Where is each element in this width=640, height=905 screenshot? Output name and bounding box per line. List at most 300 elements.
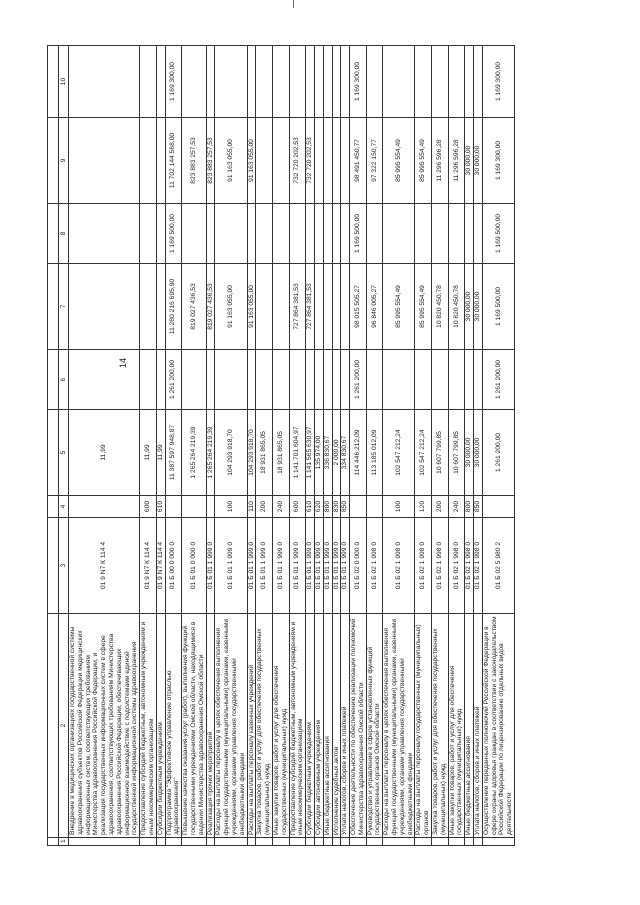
row-code: 01 Б 01 1 999 0 <box>215 518 247 614</box>
header-blank-cell <box>48 46 59 118</box>
row-first-cell <box>156 838 165 846</box>
header-blank-row <box>48 46 59 846</box>
row-first-cell <box>332 838 341 846</box>
row-amount-col7 <box>156 264 165 350</box>
row-amount-col10 <box>341 46 350 118</box>
row-expense-type: 120 <box>415 496 432 518</box>
row-amount-col7: 1 169 500,00 <box>482 264 514 350</box>
row-code: 01 Б 01 1 999 0 <box>341 518 350 614</box>
row-amount-col5: 334 830,67 <box>341 410 350 496</box>
row-amount-col9 <box>332 118 341 204</box>
row-amount-col5: 30 000,00 <box>474 410 483 496</box>
column-number: 9 <box>59 118 69 204</box>
row-amount-col8 <box>432 204 449 264</box>
row-amount-col9: 823 883 257,53 <box>206 118 215 204</box>
row-name: Расходы на выплаты персоналу государственных (муниципальных) органов <box>415 614 432 838</box>
row-amount-col8 <box>448 204 465 264</box>
row-amount-col8 <box>156 204 165 264</box>
row-expense-type <box>350 496 367 518</box>
row-amount-col10 <box>289 46 306 118</box>
table-row <box>350 46 367 846</box>
row-amount-col8 <box>415 204 432 264</box>
row-first-cell <box>140 838 157 846</box>
row-amount-col10 <box>383 46 415 118</box>
row-expense-type: 240 <box>272 496 289 518</box>
row-name: Осуществление переданных полномочий Российской Федерации в сфере охраны здоровья граждан в соответствии с законодательством Российской Федерации по лицензированию отдельных видов деятельности <box>482 614 514 838</box>
row-expense-type: 100 <box>215 496 247 518</box>
table-row <box>206 46 215 846</box>
row-amount-col8 <box>247 204 256 264</box>
row-code: 01 Б 01 1 999 0 <box>314 518 323 614</box>
row-expense-type <box>206 496 215 518</box>
table-row <box>415 46 432 846</box>
row-first-cell <box>448 838 465 846</box>
table-row <box>256 46 273 846</box>
row-amount-col7: 91 163 055,00 <box>215 264 247 350</box>
row-amount-col8 <box>206 204 215 264</box>
row-amount-col6: 1 261 200,00 <box>165 350 182 410</box>
row-amount-col8 <box>323 204 332 264</box>
row-amount-col8 <box>256 204 273 264</box>
row-code: 01 Б 01 0 000 0 <box>182 518 206 614</box>
row-expense-type: 200 <box>432 496 449 518</box>
row-amount-col7: 10 820 450,78 <box>432 264 449 350</box>
row-code: 01 Б 02 1 998 0 <box>366 518 383 614</box>
row-amount-col10 <box>247 46 256 118</box>
row-amount-col5: 1 265 264 219,39 <box>206 410 215 496</box>
row-amount-col10 <box>182 46 206 118</box>
header-blank-cell <box>48 518 59 614</box>
row-name: Повышение качества оказания услуг (работ), выполнения функций государственными учреждениями Омской области, находящимися в ведении Министерства здравоохранения Омской области <box>182 614 206 838</box>
row-amount-col6 <box>341 350 350 410</box>
table-row <box>482 46 514 846</box>
row-amount-col7 <box>69 264 140 350</box>
row-amount-col9: 823 883 257,53 <box>182 118 206 204</box>
row-amount-col10 <box>332 46 341 118</box>
row-first-cell <box>474 838 483 846</box>
row-amount-col9 <box>323 118 332 204</box>
header-blank-cell <box>48 264 59 350</box>
row-first-cell <box>256 838 273 846</box>
row-code: 01 9 N7 К 114 4 <box>140 518 157 614</box>
column-number: 6 <box>59 350 69 410</box>
row-name: Расходы на выплаты персоналу в целях обеспечения выполнения функций государственными (муниципальными) органами, казенными учреждениями, органами управления государственными внебюджетными фондами <box>383 614 415 838</box>
row-code: 01 Б 02 1 998 0 <box>474 518 483 614</box>
row-expense-type: 100 <box>383 496 415 518</box>
table-row <box>323 46 332 846</box>
row-expense-type <box>69 496 140 518</box>
row-first-cell <box>306 838 315 846</box>
row-amount-col10 <box>272 46 289 118</box>
row-first-cell <box>415 838 432 846</box>
row-amount-col8 <box>215 204 247 264</box>
row-amount-col5: 18 931 865,05 <box>272 410 289 496</box>
row-amount-col7: 11 280 216 695,90 <box>165 264 182 350</box>
row-amount-col10 <box>156 46 165 118</box>
header-blank-cell <box>48 838 59 846</box>
row-amount-col5: 336 830,67 <box>323 410 332 496</box>
row-first-cell <box>482 838 514 846</box>
row-name: Подпрограмма "Эффективное управление отраслью здравоохранения" <box>165 614 182 838</box>
row-amount-col6 <box>314 350 323 410</box>
row-amount-col5: 11,99 <box>156 410 165 496</box>
row-amount-col9 <box>69 118 140 204</box>
row-first-cell <box>165 838 182 846</box>
row-name: Уплата налогов, сборов и иных платежей <box>341 614 350 838</box>
row-amount-col8 <box>314 204 323 264</box>
row-amount-col7: 819 027 436,53 <box>182 264 206 350</box>
row-first-cell <box>465 838 474 846</box>
row-amount-col8 <box>341 204 350 264</box>
row-expense-type: 610 <box>156 496 165 518</box>
row-amount-col6 <box>256 350 273 410</box>
row-amount-col8 <box>69 204 140 264</box>
row-code: 01 Б 01 1 999 0 <box>206 518 215 614</box>
row-amount-col6 <box>306 350 315 410</box>
row-amount-col8: 1 169 500,00 <box>482 204 514 264</box>
column-number: 2 <box>59 614 69 838</box>
row-name: Исполнение судебных актов <box>332 614 341 838</box>
row-amount-col9: 91 163 055,00 <box>247 118 256 204</box>
row-code: 01 Б 01 1 999 0 <box>256 518 273 614</box>
header-blank-cell <box>48 350 59 410</box>
row-amount-col5: 1 141 701 604,97 <box>289 410 306 496</box>
row-amount-col9 <box>314 118 323 204</box>
row-amount-col10: 1 169 300,00 <box>165 46 182 118</box>
row-name: Субсидии бюджетным учреждениям <box>306 614 315 838</box>
row-expense-type <box>182 496 206 518</box>
row-amount-col7: 727 864 381,53 <box>289 264 306 350</box>
table-row <box>314 46 323 846</box>
row-code: 01 Б 02 1 998 0 <box>415 518 432 614</box>
row-code: 01 Б 00 0 000 0 <box>165 518 182 614</box>
row-amount-col7: 98 015 505,27 <box>350 264 367 350</box>
row-amount-col8 <box>465 204 474 264</box>
row-amount-col9 <box>272 118 289 204</box>
row-amount-col9: 732 720 202,53 <box>306 118 315 204</box>
row-amount-col7: 30 000,00 <box>474 264 483 350</box>
row-amount-col8: 1 169 500,00 <box>165 204 182 264</box>
row-amount-col8 <box>289 204 306 264</box>
row-amount-col5: 18 931 865,05 <box>256 410 273 496</box>
row-amount-col6 <box>383 350 415 410</box>
row-amount-col7 <box>323 264 332 350</box>
row-amount-col6 <box>448 350 465 410</box>
row-name: Иные бюджетные ассигнования <box>465 614 474 838</box>
row-amount-col7 <box>332 264 341 350</box>
row-amount-col6 <box>415 350 432 410</box>
row-amount-col5: 1 265 264 219,39 <box>182 410 206 496</box>
row-name: Обеспечение деятельности по обеспечению реализации полномочий Министерства здравоохранения Омской области <box>350 614 367 838</box>
column-number: 4 <box>59 496 69 518</box>
row-amount-col9: 732 720 202,53 <box>289 118 306 204</box>
column-number: 1 <box>59 838 69 846</box>
row-amount-col9: 85 995 554,49 <box>383 118 415 204</box>
row-expense-type: 600 <box>140 496 157 518</box>
row-name: Субсидии автономным учреждениям <box>314 614 323 838</box>
table-row <box>474 46 483 846</box>
row-amount-col10 <box>323 46 332 118</box>
row-amount-col7: 91 163 055,00 <box>247 264 256 350</box>
row-amount-col10 <box>140 46 157 118</box>
row-amount-col9: 11 702 144 568,00 <box>165 118 182 204</box>
row-amount-col8 <box>332 204 341 264</box>
row-amount-col8 <box>182 204 206 264</box>
row-amount-col8 <box>383 204 415 264</box>
row-first-cell <box>272 838 289 846</box>
row-first-cell <box>341 838 350 846</box>
header-blank-cell <box>48 410 59 496</box>
row-amount-col9 <box>256 118 273 204</box>
table-row <box>156 46 165 846</box>
row-expense-type: 830 <box>332 496 341 518</box>
row-amount-col9: 11 296 596,28 <box>448 118 465 204</box>
row-amount-col10 <box>432 46 449 118</box>
row-name: Предоставление субсидий бюджетным, автономным учреждениям и иным некоммерческим организациям <box>140 614 157 838</box>
row-amount-col6 <box>140 350 157 410</box>
row-amount-col10 <box>465 46 474 118</box>
row-first-cell <box>323 838 332 846</box>
row-amount-col9: 98 491 450,77 <box>350 118 367 204</box>
row-amount-col6 <box>182 350 206 410</box>
row-expense-type: 850 <box>341 496 350 518</box>
row-amount-col10 <box>69 46 140 118</box>
table-row <box>289 46 306 846</box>
row-expense-type <box>366 496 383 518</box>
row-amount-col5: 11,99 <box>69 410 140 496</box>
row-amount-col6: 1 261 200,00 <box>482 350 514 410</box>
row-amount-col5: 135 974,00 <box>314 410 323 496</box>
row-amount-col7: 96 846 005,27 <box>366 264 383 350</box>
row-amount-col9: 91 163 055,00 <box>215 118 247 204</box>
header-blank-cell <box>48 614 59 838</box>
row-name: Уплата налогов, сборов и иных платежей <box>474 614 483 838</box>
row-amount-col8 <box>306 204 315 264</box>
row-name: Предоставление субсидий бюджетным, автономным учреждениям и иным некоммерческим организациям <box>289 614 306 838</box>
row-amount-col7 <box>314 264 323 350</box>
row-code: 01 Б 01 1 999 0 <box>332 518 341 614</box>
row-code: 01 Б 01 1 999 0 <box>272 518 289 614</box>
header-blank-cell <box>48 204 59 264</box>
row-name: Закупка товаров, работ и услуг для обеспечения государственных (муниципальных) нужд <box>256 614 273 838</box>
row-expense-type: 800 <box>323 496 332 518</box>
row-amount-col10: 1 169 300,00 <box>350 46 367 118</box>
row-amount-col6 <box>323 350 332 410</box>
row-amount-col10 <box>314 46 323 118</box>
row-first-cell <box>289 838 306 846</box>
row-amount-col10 <box>366 46 383 118</box>
row-amount-col8 <box>366 204 383 264</box>
table-row <box>140 46 157 846</box>
row-amount-col5: 30 000,00 <box>465 410 474 496</box>
row-first-cell <box>247 838 256 846</box>
table-row <box>182 46 206 846</box>
row-amount-col6 <box>474 350 483 410</box>
row-code: 01 Б 02 1 998 0 <box>383 518 415 614</box>
row-code: 01 Б 01 1 999 0 <box>306 518 315 614</box>
row-amount-col6 <box>465 350 474 410</box>
row-name: Иные закупки товаров, работ и услуг для обеспечения государственных (муниципальных) нужд <box>448 614 465 838</box>
row-amount-col6 <box>247 350 256 410</box>
row-first-cell <box>350 838 367 846</box>
row-expense-type: 110 <box>247 496 256 518</box>
column-number: 5 <box>59 410 69 496</box>
row-amount-col8 <box>140 204 157 264</box>
column-number-row <box>59 46 69 846</box>
row-amount-col7: 10 820 450,78 <box>448 264 465 350</box>
row-amount-col7: 85 995 554,49 <box>383 264 415 350</box>
row-expense-type: 600 <box>289 496 306 518</box>
row-amount-col7 <box>272 264 289 350</box>
table-row <box>465 46 474 846</box>
row-amount-col10 <box>206 46 215 118</box>
row-amount-col5: 10 607 799,85 <box>448 410 465 496</box>
column-number: 8 <box>59 204 69 264</box>
row-expense-type <box>165 496 182 518</box>
table-row <box>432 46 449 846</box>
row-amount-col5: 104 293 918,70 <box>215 410 247 496</box>
row-name: Расходы на выплаты персоналу казенных учреждений <box>247 614 256 838</box>
row-name: Руководство и управление в сфере установленных функций государственных органов Омской области <box>366 614 383 838</box>
row-amount-col5: 114 446 212,09 <box>350 410 367 496</box>
row-amount-col5: 11,99 <box>140 410 157 496</box>
table-row <box>306 46 315 846</box>
row-amount-col7 <box>140 264 157 350</box>
table-row <box>332 46 341 846</box>
row-amount-col9: 97 322 150,77 <box>366 118 383 204</box>
row-amount-col7 <box>341 264 350 350</box>
row-amount-col9: 85 995 554,49 <box>415 118 432 204</box>
row-name: Иные закупки товаров, работ и услуг для обеспечения государственных (муниципальных) нужд <box>272 614 289 838</box>
row-name: Закупка товаров, работ и услуг для обеспечения государственных (муниципальных) нужд <box>432 614 449 838</box>
row-amount-col7: 727 864 381,53 <box>306 264 315 350</box>
row-amount-col7: 819 027 436,53 <box>206 264 215 350</box>
row-amount-col5: 104 293 918,70 <box>247 410 256 496</box>
row-amount-col9: 1 169 300,00 <box>482 118 514 204</box>
row-amount-col7: 30 000,00 <box>465 264 474 350</box>
table-row <box>341 46 350 846</box>
row-first-cell <box>69 838 140 846</box>
row-amount-col9 <box>156 118 165 204</box>
header-blank-cell <box>48 496 59 518</box>
row-amount-col6 <box>366 350 383 410</box>
row-amount-col5: 10 607 799,85 <box>432 410 449 496</box>
row-name: Внедрение в медицинских организациях государственной системы здравоохранения субъектов Российской Федерации медицинских информационных систем, соответствующих требованиям Министерства здравоохранения Российской Федерации, и реализация государственных информационных систем в сфере здравоохранения, соответствующих требованиям Министерства здравоохранения Российской Федерации, обеспечивающих информационное взаимодействие с подсистемами единой государственной информационной системы здравоохранения <box>69 614 140 838</box>
row-amount-col10: 1 169 300,00 <box>482 46 514 118</box>
row-expense-type: 610 <box>306 496 315 518</box>
row-code: 01 Б 01 1 999 0 <box>247 518 256 614</box>
table-row <box>272 46 289 846</box>
row-first-cell <box>182 838 206 846</box>
row-first-cell <box>383 838 415 846</box>
row-amount-col9 <box>341 118 350 204</box>
row-code: 01 Б 02 5 980 2 <box>482 518 514 614</box>
row-amount-col5: 113 185 012,09 <box>366 410 383 496</box>
row-amount-col6 <box>289 350 306 410</box>
row-amount-col10 <box>474 46 483 118</box>
row-amount-col6 <box>272 350 289 410</box>
row-amount-col6 <box>432 350 449 410</box>
row-amount-col5: 102 547 212,24 <box>415 410 432 496</box>
row-name: Субсидии бюджетным учреждениям <box>156 614 165 838</box>
row-expense-type: 800 <box>465 496 474 518</box>
row-expense-type: 620 <box>314 496 323 518</box>
row-amount-col10 <box>306 46 315 118</box>
row-first-cell <box>432 838 449 846</box>
row-amount-col10 <box>415 46 432 118</box>
page-number: 14 <box>118 357 128 368</box>
row-amount-col8 <box>474 204 483 264</box>
row-amount-col10 <box>215 46 247 118</box>
table-row <box>69 46 140 846</box>
row-amount-col5: 2 000,00 <box>332 410 341 496</box>
row-expense-type: 200 <box>256 496 273 518</box>
row-first-cell <box>206 838 215 846</box>
table-row <box>383 46 415 846</box>
row-first-cell <box>215 838 247 846</box>
row-expense-type <box>482 496 514 518</box>
row-amount-col6 <box>156 350 165 410</box>
row-code: 01 Б 01 1 999 0 <box>289 518 306 614</box>
row-amount-col7 <box>256 264 273 350</box>
table-body <box>48 46 515 846</box>
row-code: 01 Б 02 1 998 0 <box>465 518 474 614</box>
row-amount-col6: 1 261 200,00 <box>350 350 367 410</box>
row-amount-col9: 11 296 596,28 <box>432 118 449 204</box>
row-amount-col6 <box>69 350 140 410</box>
row-first-cell <box>366 838 383 846</box>
row-amount-col9: 30 000,00 <box>465 118 474 204</box>
table-row <box>448 46 465 846</box>
row-code: 01 Б 01 1 999 0 <box>323 518 332 614</box>
row-amount-col6 <box>332 350 341 410</box>
row-amount-col10 <box>448 46 465 118</box>
row-amount-col5: 11 387 597 948,87 <box>165 410 182 496</box>
row-code: 01 9 N7 К 114 4 <box>69 518 140 614</box>
row-amount-col6 <box>206 350 215 410</box>
row-name: Иные бюджетные ассигнования <box>323 614 332 838</box>
row-amount-col9 <box>140 118 157 204</box>
row-code: 01 Б 02 0 000 0 <box>350 518 367 614</box>
row-expense-type: 850 <box>474 496 483 518</box>
row-expense-type: 240 <box>448 496 465 518</box>
row-name: Реализация прочих мероприятий <box>206 614 215 838</box>
table-row <box>247 46 256 846</box>
row-amount-col5: 1 261 200,00 <box>482 410 514 496</box>
row-amount-col6 <box>215 350 247 410</box>
column-number: 7 <box>59 264 69 350</box>
row-amount-col5: 1 141 565 630,97 <box>306 410 315 496</box>
column-number: 10 <box>59 46 69 118</box>
table-row <box>215 46 247 846</box>
header-blank-cell <box>48 118 59 204</box>
row-amount-col7: 85 995 554,49 <box>415 264 432 350</box>
row-name: Расходы на выплаты персоналу в целях обеспечения выполнения функций государственными (муниципальными) органами, казенными учреждениями, органами управления государственными внебюджетными фондами <box>215 614 247 838</box>
row-code: 01 Б 02 1 998 0 <box>432 518 449 614</box>
row-code: 01 Б 02 1 998 0 <box>448 518 465 614</box>
scan-mark <box>293 0 294 8</box>
row-amount-col5: 102 547 212,24 <box>383 410 415 496</box>
row-code: 01 9 N7 К 114 4 <box>156 518 165 614</box>
row-first-cell <box>314 838 323 846</box>
row-amount-col8: 1 169 500,00 <box>350 204 367 264</box>
table-row <box>165 46 182 846</box>
row-amount-col10 <box>256 46 273 118</box>
column-number: 3 <box>59 518 69 614</box>
row-amount-col9: 30 000,00 <box>474 118 483 204</box>
budget-table <box>47 45 515 846</box>
rotated-table-sheet <box>47 46 622 846</box>
